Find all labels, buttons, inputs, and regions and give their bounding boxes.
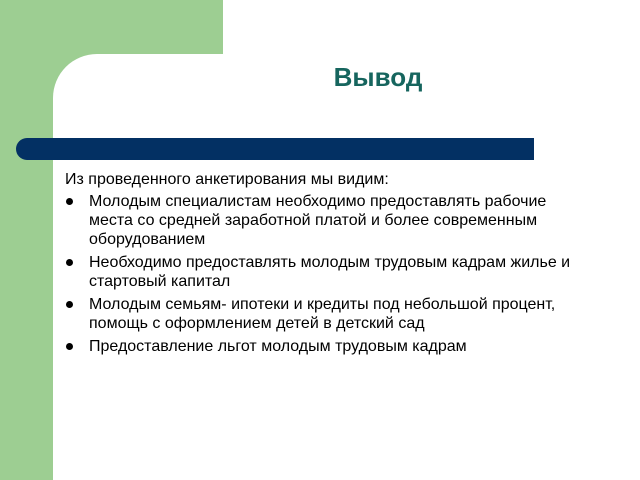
- bullet-dot-icon: [66, 343, 73, 350]
- slide-title: Вывод: [333, 62, 423, 92]
- list-item-text: Молодым специалистам необходимо предоставлять рабочие места со средней заработной платой и более современным оборудованием: [89, 193, 547, 248]
- list-item: [65, 253, 585, 291]
- list-item: [65, 337, 585, 356]
- intro-text: Из проведенного анкетирования мы видим:: [65, 171, 389, 188]
- list-item-text: Предоставление льгот молодым трудовым кадрам: [89, 338, 467, 355]
- list-item: [65, 192, 585, 249]
- bullet-dot-icon: [66, 198, 73, 205]
- slide-body: [65, 170, 585, 360]
- navy-divider-bar: [16, 138, 534, 160]
- list-item-text: Необходимо предоставлять молодым трудовым кадрам жилье и стартовый капитал: [89, 254, 571, 290]
- bullet-dot-icon: [66, 301, 73, 308]
- list-item-text: Молодым семьям- ипотеки и кредиты под небольшой процент, помощь с оформлением детей в детский сад: [89, 296, 556, 332]
- bullet-dot-icon: [66, 259, 73, 266]
- list-item: [65, 295, 585, 333]
- bullet-list: [65, 192, 585, 356]
